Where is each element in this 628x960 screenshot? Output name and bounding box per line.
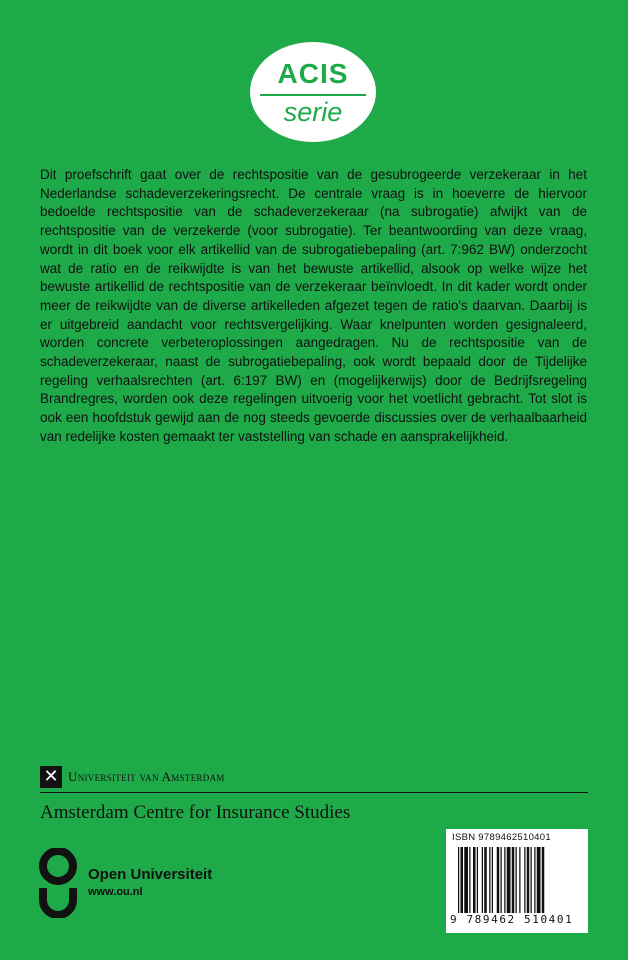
badge-divider [260,94,366,96]
uva-name: Universiteit van Amsterdam [68,769,225,784]
ou-url: www.ou.nl [88,886,143,898]
summary-text: Dit proefschrift gaat over de rechtspositie van de gesubrogeerde verzekeraar in het Nederlandse schadeverzekeringsrecht. De centrale vraag is in hoeverre de hiervoor bedoelde rechtspositie van de schadeverzekeraar (na subrogatie) afwijkt van de rechtspositie van de verzekerde (voor subrogatie). Ter beantwoording van deze vraag, wordt in dit boek voor elk artikellid van de subrogatiebepaling (art. 7:962 BW) onderzocht wat de ratio en de reikwijdte is van het bewuste artikellid, alsook op welke wijze het bewuste artikellid de rechtspositie van de verzekeraar beïnvloedt. In dit kader wordt onder meer de reikwijdte van de diverse artikelleden afgezet tegen de ratio's daarvan. Daarbij is er uitgebreid aandacht voor rechtsvergelijking. Waar knelpunten worden gesignaleerd, worden concrete verbeteroplossingen aangedragen. Nu de rechtspositie van de schadeverzekeraar, naast de subrogatiebepaling, ook wordt bepaald door de Tijdelijke regeling verhaalsrechten (art. 6:197 BW) en (mogelijkerwijs) door de Bedrijfsregeling Brandregres, worden ook deze regelingen uitvoerig voor het voetlicht gebracht. Tot slot is ook een hoofdstuk gewijd aan de nog steeds gevoerde discussies over de verhaalbaarheid van redelijke kosten gemaakt ter vaststelling van schade en aansprakelijkheid. [40,167,587,444]
centre-name: Amsterdam Centre for Insurance Studies [40,802,351,823]
badge-subtitle: serie [283,97,343,127]
isbn-label: ISBN 9789462510401 [452,832,551,843]
acis-serie-badge [250,42,376,142]
ou-name: Open Universiteit [88,866,213,883]
barcode-digits: 9 789462 510401 [450,913,574,926]
divider [40,792,588,793]
uva-logo-line [40,765,225,789]
xxx-cross-icon: ✕ [40,766,62,788]
barcode [446,829,588,933]
barcode-bars [458,847,580,913]
badge-title: ACIS [277,58,349,89]
ou-logo-icon [38,848,78,918]
